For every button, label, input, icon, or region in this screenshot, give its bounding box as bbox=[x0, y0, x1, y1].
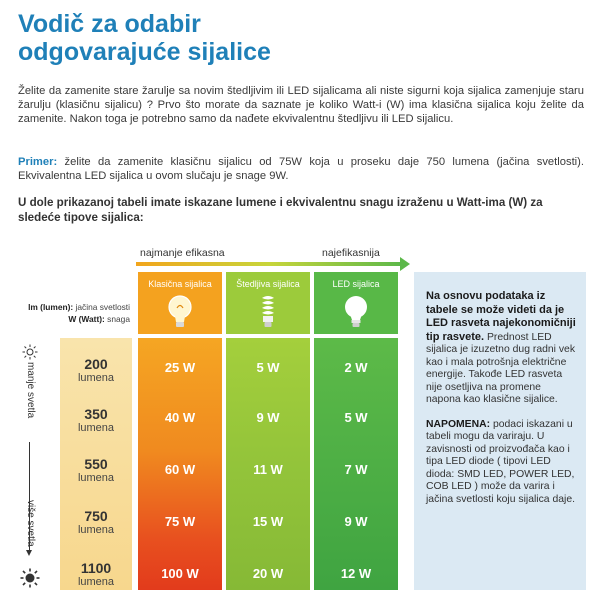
efficiency-arrow bbox=[136, 262, 402, 266]
example-text: želite da zamenite klasičnu sijalicu od 75W koja u proseku daje 750 lumena (jačina svetlosti). Ekvivalentna LED sijalica u ovom slučaju je snage 9W. bbox=[18, 156, 584, 182]
lumen-cell bbox=[60, 456, 132, 485]
lumen-cell bbox=[60, 508, 132, 537]
cfl-bulb-icon bbox=[254, 294, 282, 330]
lumen-value: 1100 bbox=[80, 560, 112, 576]
classic-watt-cell: 75 W bbox=[164, 514, 196, 529]
column-header-classic bbox=[138, 272, 222, 334]
led-watt-column bbox=[314, 338, 398, 590]
lumen-unit: lumena bbox=[77, 472, 115, 484]
note-body: podaci iskazani u tabeli mogu da variraju. U zavisnosti od proizvođača kao i tipa LED diode ( tipovi LED dioda: SMD LED, POWER LED, COB LED ) može da varira i jačina svetlosti koju sijalica daje. bbox=[426, 418, 576, 505]
axis-more-light-label: više svetla bbox=[25, 500, 36, 547]
lumen-unit: lumena bbox=[77, 524, 115, 536]
efficiency-arrow-head bbox=[400, 257, 410, 271]
page-title-line1: Vodič za odabir bbox=[18, 10, 201, 38]
lumen-value: 350 bbox=[84, 406, 108, 422]
led-watt-cell: 5 W bbox=[344, 410, 368, 425]
saver-watt-cell: 11 W bbox=[253, 462, 283, 477]
column-header-saver bbox=[226, 272, 310, 334]
table-intro-heading: U dole prikazanoj tabeli imate iskazane lumene i ekvivalentnu snagu izraženu u Watt-ima (W) za sledeće tipove sijalica: bbox=[18, 196, 543, 224]
example-paragraph bbox=[18, 155, 584, 183]
legend-watt-key: W (Watt): bbox=[68, 314, 105, 324]
legend-watt bbox=[4, 314, 130, 324]
lumen-cell bbox=[60, 356, 132, 385]
axis-less-light-label: manje svetla bbox=[25, 362, 36, 419]
info-body-text: Prednost LED sijalica je izuzetno dug radni vek kao i mala potrošnja električne energije. Takođe LED rasveta nije osetljiva na promene napona kao klasične sijalice. bbox=[426, 331, 576, 405]
classic-watt-cell: 25 W bbox=[164, 360, 196, 375]
saver-watt-cell: 5 W bbox=[256, 360, 280, 375]
least-efficient-label: najmanje efikasna bbox=[140, 247, 225, 259]
lumen-unit: lumena bbox=[77, 576, 115, 588]
bright-sun-icon bbox=[20, 568, 40, 588]
saver-watt-column bbox=[226, 338, 310, 590]
legend-watt-desc: snaga bbox=[104, 314, 130, 324]
led-bulb-icon bbox=[342, 294, 370, 330]
lumen-cell bbox=[60, 406, 132, 435]
example-lead: Primer: bbox=[18, 156, 58, 168]
axis-arrow-down bbox=[26, 550, 32, 556]
saver-watt-cell: 15 W bbox=[252, 514, 284, 529]
legend-lumen-desc: jačina svetlosti bbox=[73, 302, 130, 312]
column-header-saver-label: Štedljiva sijalica bbox=[236, 279, 300, 289]
classic-watt-cell: 100 W bbox=[161, 566, 199, 581]
info-paragraph bbox=[426, 290, 576, 407]
classic-watt-column bbox=[138, 338, 222, 590]
lumen-unit: lumena bbox=[77, 372, 115, 384]
lumen-cell bbox=[60, 560, 132, 589]
intro-paragraph: Želite da zamenite stare žarulje sa novim štedljivim ili LED sijalicama ali niste sigurni koja sijalica zamenjuje staru žarulju (klasičnu sijalicu) ? Prvo što morate da saznate je koliko Watt-i (W) ima klasična sijalica koju želite da zamenite. Nakon toga je potrebno samo da nađete ekvivalentnu štedljivu ili LED sijalicu. bbox=[18, 85, 584, 125]
brightness-axis bbox=[25, 352, 50, 582]
info-strong-text: Na osnovu podataka iz tabele se može videti da je LED rasveta najekonomičniji tip rasvete. bbox=[426, 290, 576, 343]
lumen-unit: lumena bbox=[77, 422, 115, 434]
most-efficient-label: najefikasnija bbox=[322, 247, 380, 259]
column-header-classic-label: Klasična sijalica bbox=[148, 279, 212, 289]
classic-watt-cell: 40 W bbox=[164, 410, 196, 425]
incandescent-bulb-icon bbox=[166, 294, 194, 330]
note-paragraph bbox=[426, 419, 576, 507]
dim-sun-icon bbox=[22, 344, 38, 360]
page-title bbox=[18, 10, 578, 66]
column-header-led bbox=[314, 272, 398, 334]
led-watt-cell: 12 W bbox=[340, 566, 372, 581]
lumen-column bbox=[60, 338, 132, 590]
classic-watt-cell: 60 W bbox=[164, 462, 196, 477]
lumen-value: 550 bbox=[84, 456, 108, 472]
led-watt-cell: 2 W bbox=[344, 360, 368, 375]
column-header-led-label: LED sijalica bbox=[332, 279, 380, 289]
lumen-value: 200 bbox=[84, 356, 108, 372]
legend-lumen bbox=[4, 302, 130, 312]
legend-lumen-key: lm (lumen): bbox=[28, 302, 74, 312]
led-watt-cell: 9 W bbox=[344, 514, 368, 529]
saver-watt-cell: 9 W bbox=[256, 410, 280, 425]
note-label: NAPOMENA: bbox=[426, 418, 491, 430]
lumen-value: 750 bbox=[84, 508, 108, 524]
info-box bbox=[414, 272, 586, 590]
saver-watt-cell: 20 W bbox=[252, 566, 284, 581]
led-watt-cell: 7 W bbox=[344, 462, 368, 477]
page-title-line2: odgovarajuće sijalice bbox=[18, 38, 271, 66]
